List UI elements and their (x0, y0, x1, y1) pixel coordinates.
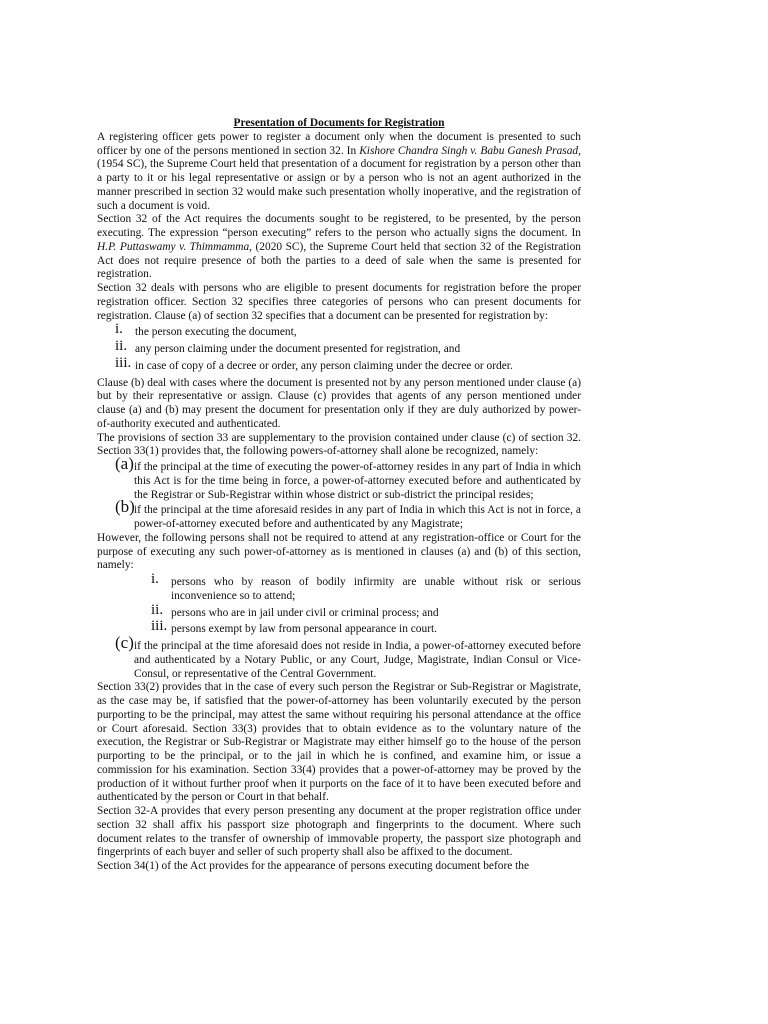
list-item (97, 321, 581, 340)
clause-text: if the principal at the time aforesaid does not reside in India, a power-of-attorney executed before and authenticated by a Notary Public, or any Court, Judge, Magistrate, Indian Consul or Vice-Consul, or representative of the Central Government. (134, 640, 581, 680)
paragraph-5: The provisions of section 33 are supplementary to the provision contained under clause (c) of section 32. Section 33(1) provides that, the following powers-of-attorney shall alone be recognized, namely: (97, 431, 581, 458)
case-citation-2: H.P. Puttaswamy v. Thimmamma (97, 240, 250, 253)
list-item (97, 618, 581, 637)
paragraph-1-text-a: A registering officer gets power to register a document only when the document is presented to such officer by one of the persons mentioned in section 32. In (97, 130, 581, 157)
list-item (97, 571, 581, 604)
document-title: Presentation of Documents for Registration (233, 117, 445, 129)
list-marker: ii. (151, 601, 164, 618)
paragraph-2-text-a: Section 32 of the Act requires the documents sought to be registered, to be presented, by the person executing. The expression “person executing” refers to the person who actually signs the document. In (97, 213, 581, 239)
paragraph-9: Section 34(1) of the Act provides for the appearance of persons executing document before the (97, 860, 530, 872)
paragraph-1 (97, 131, 581, 214)
list-marker: i. (115, 321, 123, 338)
list-item (97, 338, 581, 357)
clause-marker: (c) (115, 633, 134, 652)
clause-text: if the principal at the time aforesaid resides in any part of India in which this Act is not in force, a power-of-attorney executed before and authenticated by any Magistrate; (134, 504, 581, 530)
list-item-text: the person executing the document, (135, 326, 297, 339)
list-item-text: persons who by reason of bodily infirmity are unable without risk or serious inconvenience so to attend; (171, 576, 581, 602)
list-item-text: persons exempt by law from personal appearance in court. (171, 623, 438, 636)
list-marker: iii. (115, 354, 132, 371)
list-item-text: any person claiming under the document presented for registration, and (135, 343, 461, 355)
clause-item (97, 454, 581, 502)
paragraph-6: However, the following persons shall not be required to attend at any registration-office or Court for the purpose of executing any such power-of-attorney as is mentioned in clauses (a) and (b) of this section, namely: (97, 531, 581, 572)
clause-item (97, 497, 581, 532)
list-item (97, 354, 581, 374)
clause-marker: (a) (115, 454, 134, 473)
paragraph-3: Section 32 deals with persons who are eligible to present documents for registration before the proper registration officer. Section 32 specifies three categories of persons who can present documents for registration. Clause (a) of section 32 specifies that a document can be presented for registration by: (97, 282, 581, 322)
document-page (97, 117, 581, 874)
paragraph-2-text-b: , (2020 SC), the Supreme Court held that section 32 of the Registration Act does not require presence of both the parties to a deed of sale when the same is presented for registration. (97, 240, 581, 281)
case-citation-1: Kishore Chandra Singh v. Babu Ganesh Prasad (359, 144, 579, 157)
list-marker: iii. (151, 618, 168, 635)
clause-text: if the principal at the time of executing the power-of-attorney resides in any part of India in which this Act is for the time being in force, a power-of-attorney executed before and authenticated by the Registrar or Sub-Registrar within whose district or sub-district the principal resides; (134, 461, 581, 501)
list-item (97, 601, 581, 621)
paragraph-8: Section 32-A provides that every person presenting any document at the proper registration office under section 32 shall affix his passport size photograph and fingerprints to the document. Where such document relates to the transfer of ownership of immovable property, the passport size photograph and fingerprints of each buyer and seller of such property shall also be affixed to the document. (97, 805, 581, 859)
list-marker: ii. (115, 338, 128, 354)
list-marker: i. (151, 571, 159, 587)
paragraph-1-text-b: , (1954 SC), the Supreme Court held that presentation of a document for registration by a person other than a party to it or his legal representative or assign or by a person who is not an agent authorized in the manner prescribed in section 32 would make such presentation wholly inoperative, and the registration of such a document is void. (97, 144, 581, 212)
clause-marker: (b) (115, 497, 135, 517)
paragraph-4: Clause (b) deal with cases where the document is presented not by any person mentioned under clause (a) but by their representative or assign. Clause (c) provides that agents of any person mentioned under clause (a) and (b) may present the document for presentation only if they are duly authorized by power-of-authority executed and authenticated. (97, 376, 581, 430)
list-item-text: persons who are in jail under civil or criminal process; and (171, 606, 439, 619)
paragraph-7: Section 33(2) provides that in the case of every such person the Registrar or Sub-Registrar or Magistrate, as the case may be, if satisfied that the power-of-attorney has been voluntarily executed by the person purporting to be the principal, may attest the same without requiring his personal attendance at the office or Court aforesaid. Section 33(3) provides that to obtain evidence as to the voluntary nature of the execution, the Registrar or Sub-Registrar or Magistrate may either himself go to the house of the person purporting to be the principal, or to the jail in which he is confined, and examine him, or issue a commission for his examination. Section 33(4) provides that a power-of-attorney may be proved by the production of it without further proof when it purports on the face of it to have been executed before and authenticated by the person or Court in that behalf. (97, 681, 581, 804)
paragraph-2 (97, 213, 581, 282)
clause-item (97, 633, 581, 681)
list-item-text: in case of copy of a decree or order, any person claiming under the decree or order. (135, 359, 513, 372)
